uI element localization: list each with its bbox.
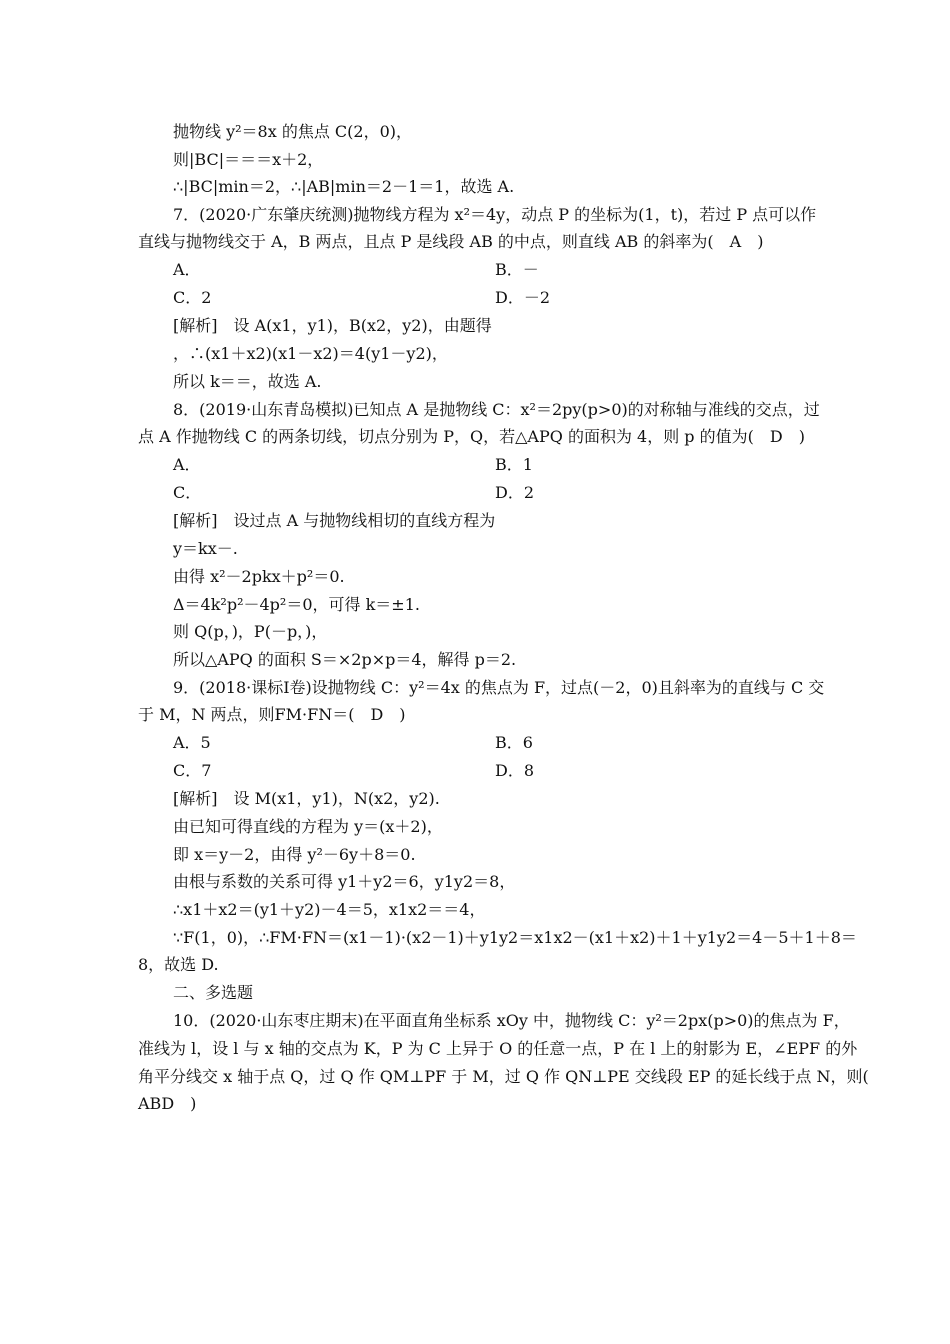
text-line: ∴|BC|min＝2，∴|AB|min＝2－1＝1，故选 A. <box>173 177 515 196</box>
solution-line: 由根与系数的关系可得 y1＋y2＝6，y1y2＝8， <box>173 872 516 891</box>
solution-line: y＝kx－. <box>173 539 238 558</box>
option-d: D．－2 <box>495 288 551 307</box>
question-8-stem-cont: 点 A 作抛物线 C 的两条切线，切点分别为 P，Q，若△APQ 的面积为 4，则 p 的值为( D ) <box>138 427 805 446</box>
option-a: A．5 <box>173 733 211 752</box>
question-10-stem-cont: ABD ) <box>138 1094 197 1113</box>
option-a: A． <box>173 260 201 279</box>
solution-line: 即 x＝y－2，由得 y²－6y＋8＝0. <box>173 845 416 864</box>
solution-line: 所以 k＝＝，故选 A. <box>173 372 322 391</box>
option-b: B．－ <box>495 260 539 279</box>
solution-line: 所以△APQ 的面积 S＝×2p×p＝4，解得 p＝2. <box>173 650 517 669</box>
question-9-stem: 9．(2018·课标Ⅰ卷)设抛物线 C：y²＝4x 的焦点为 F，过点(－2，0)且斜率为的直线与 C 交 <box>173 678 825 697</box>
text-line: 则|BC|＝＝＝x＋2， <box>173 150 324 169</box>
question-7-stem: 7．(2020·广东肇庆统测)抛物线方程为 x²＝4y，动点 P 的坐标为(1，t)，若过 P 点可以作 <box>173 205 817 224</box>
option-a: A． <box>173 455 201 474</box>
solution-line: 8，故选 D. <box>138 955 219 974</box>
solution-line: 则 Q(p，)，P(－p，)， <box>173 622 328 641</box>
section-heading: 二、多选题 <box>173 983 254 1002</box>
option-b: B．6 <box>495 733 533 752</box>
solution-line: ∴x1＋x2＝(y1＋y2)－4＝5，x1x2＝＝4， <box>173 900 486 919</box>
text-line: 抛物线 y²＝8x 的焦点 C(2，0)， <box>173 122 413 141</box>
solution-line: 由已知可得直线的方程为 y＝(x＋2)， <box>173 817 443 836</box>
question-8-stem: 8．(2019·山东青岛模拟)已知点 A 是抛物线 C：x²＝2py(p>0)的对称轴与准线的交点，过 <box>173 400 820 419</box>
option-c: C．7 <box>173 761 212 780</box>
question-10-stem-cont: 角平分线交 x 轴于点 Q，过 Q 作 QM⊥PF 于 M，过 Q 作 QN⊥PE 交线段 EP 的延长线于点 N，则( <box>138 1067 869 1086</box>
question-10-stem-cont: 准线为 l，设 l 与 x 轴的交点为 K，P 为 C 上异于 O 的任意一点，P 在 l 上的射影为 E，∠EPF 的外 <box>138 1039 858 1058</box>
option-d: D．8 <box>495 761 535 780</box>
question-7-stem-cont: 直线与抛物线交于 A，B 两点，且点 P 是线段 AB 的中点，则直线 AB 的斜率为( A ) <box>138 232 764 251</box>
solution-line: [解析] 设 A(x1，y1)，B(x2，y2)，由题得 <box>173 316 492 335</box>
option-d: D．2 <box>495 483 535 502</box>
solution-line: 由得 x²－2pkx＋p²＝0. <box>173 567 345 586</box>
solution-line: ，∴(x1＋x2)(x1－x2)＝4(y1－y2)， <box>173 344 448 363</box>
solution-line: [解析] 设过点 A 与抛物线相切的直线方程为 <box>173 511 496 530</box>
solution-line: ∵F(1，0)，∴FM·FN＝(x1－1)·(x2－1)＋y1y2＝x1x2－(x1＋x2)＋1＋y1y2＝4－5＋1＋8＝ <box>173 928 857 947</box>
solution-line: [解析] 设 M(x1，y1)，N(x2，y2). <box>173 789 440 808</box>
option-c: C． <box>173 483 202 502</box>
option-c: C．2 <box>173 288 212 307</box>
option-b: B．1 <box>495 455 533 474</box>
solution-line: Δ＝4k²p²－4p²＝0，可得 k＝±1. <box>173 595 420 614</box>
question-10-stem: 10．(2020·山东枣庄期末)在平面直角坐标系 xOy 中，抛物线 C：y²＝2px(p>0)的焦点为 F， <box>173 1011 850 1030</box>
question-9-stem-cont: 于 M，N 两点，则FM·FN＝( D ) <box>138 705 406 724</box>
